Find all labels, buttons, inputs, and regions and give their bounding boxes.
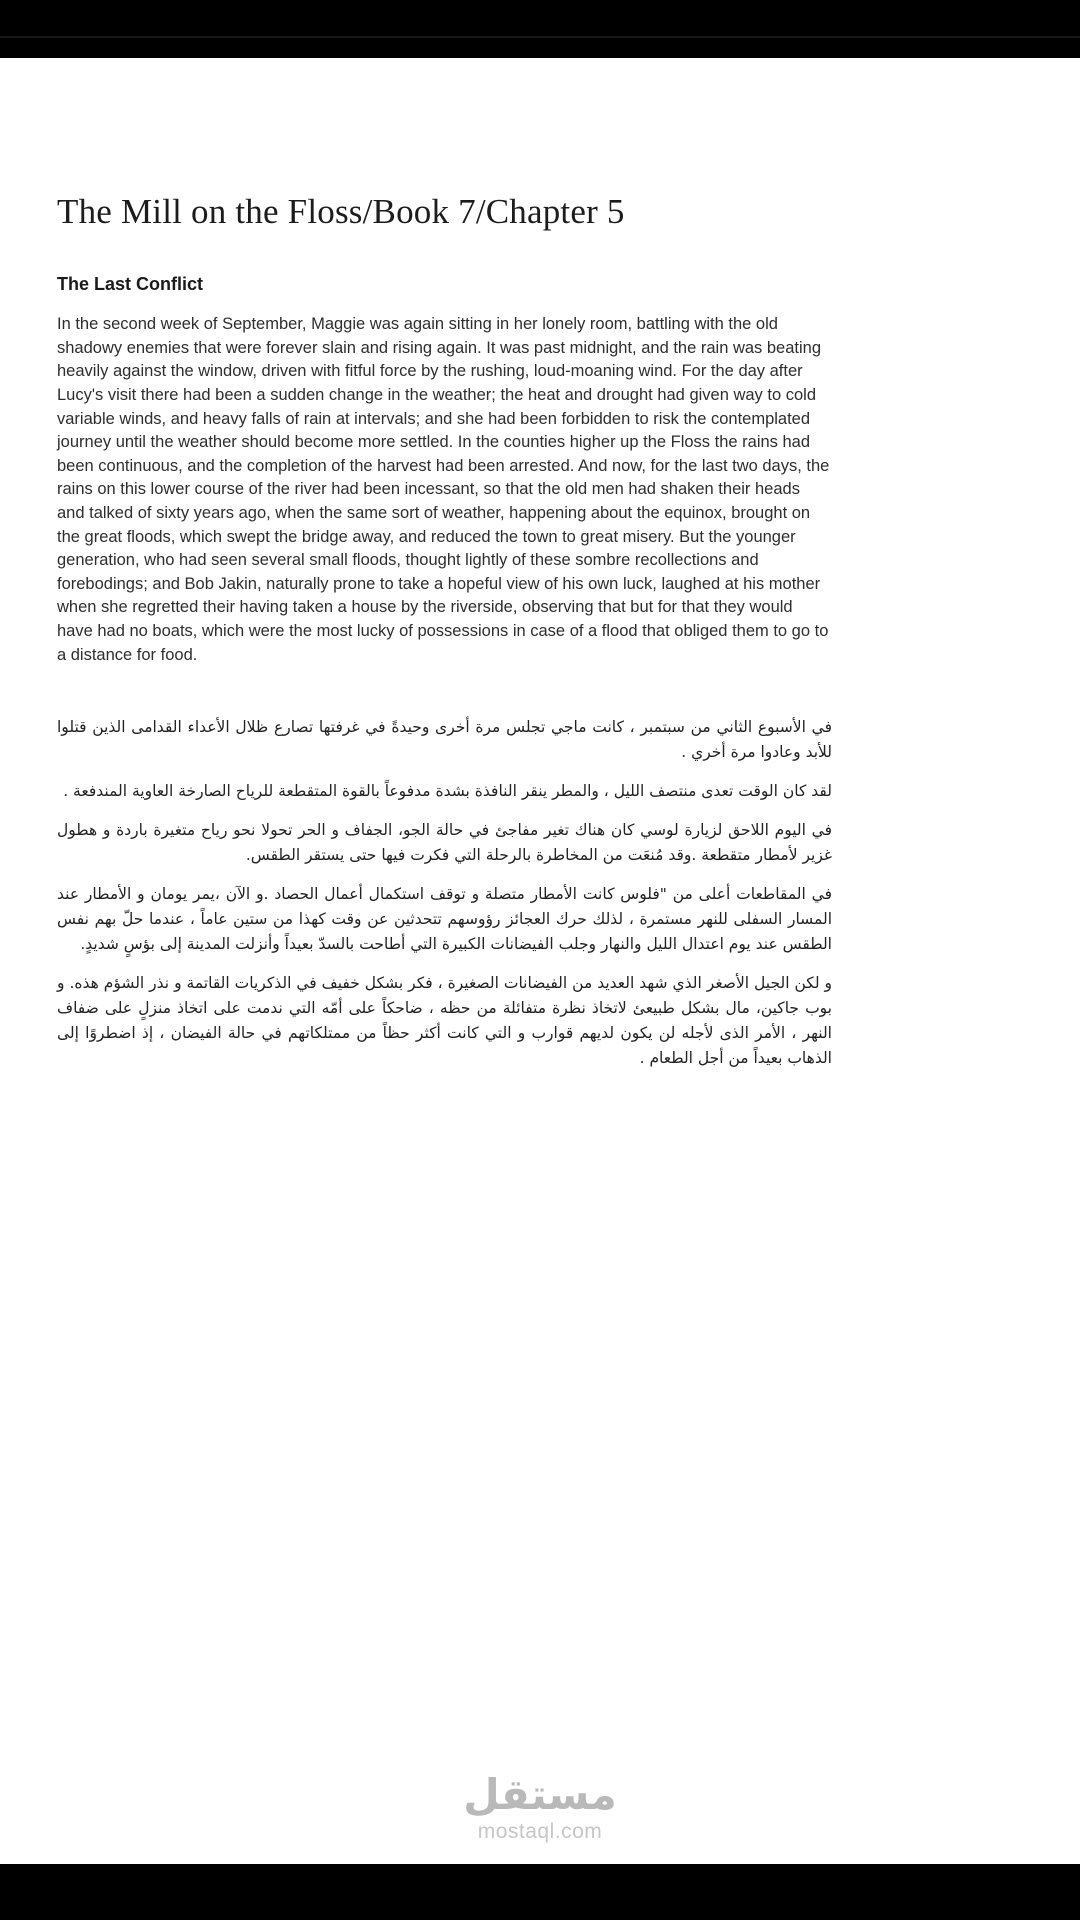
section-heading: The Last Conflict	[57, 274, 204, 295]
top-bar-divider	[0, 36, 1080, 38]
top-bar	[0, 0, 1080, 58]
arabic-paragraph-2: لقد كان الوقت تعدى منتصف الليل ، والمطر ينقر النافذة بشدة مدفوعاً بالقوة المتقطعة للرياح الصارخة العاوية المندفعة .	[63, 782, 832, 801]
watermark	[0, 1769, 1080, 1844]
arabic-translation-section	[57, 715, 832, 1071]
bottom-bar	[0, 1864, 1080, 1920]
arabic-paragraph-3: في اليوم اللاحق لزيارة لوسي كان هناك تغير مفاجئ في حالة الجو، الجفاف و الحر تحولا نحو رياح متغيرة باردة و هطول غزير لأمطار متقطعة .وقد مُنعَت من المخاطرة بالرحلة التي فكرت فيها حتى يستقر الطقس.	[57, 821, 832, 865]
arabic-paragraph-1: في الأسبوع الثاني من سبتمبر ، كانت ماجي تجلس مرة أخرى وحيدةً في غرفتها تصارع ظلال الأعداء القدامى الذين قتلوا للأبد وعادوا مرة أخري .	[57, 718, 832, 762]
document-title: The Mill on the Floss/Book 7/Chapter 5	[57, 192, 625, 231]
document-page	[0, 58, 1080, 1085]
watermark-logo: مستقل	[463, 1769, 617, 1819]
english-paragraph: In the second week of September, Maggie was again sitting in her lonely room, battling with the old shadowy enemies that were forever slain and rising again. It was past midnight, and the rain was beating heavily against the window, driven with fitful force by the rushing, loud-moaning wind. For the day after Lucy's visit there had been a sudden change in the weather; the heat and drought had given way to cold variable winds, and heavy falls of rain at intervals; and she had been forbidden to risk the contemplated journey until the weather should become more settled. In the counties higher up the Floss the rains had been continuous, and the completion of the harvest had been arrested. And now, for the last two days, the rains on this lower course of the river had been incessant, so that the old men had shaken their heads and talked of sixty years ago, when the same sort of weather, happening about the equinox, brought on the great floods, which swept the bridge away, and reduced the town to great misery. But the younger generation, who had seen several small floods, thought lightly of these sombre recollections and forebodings; and Bob Jakin, naturally prone to take a hopeful view of his own luck, laughed at his mother when she regretted their having taken a house by the riverside, observing that but for that they would have had no boats, which were the most lucky of possessions in case of a flood that obliged them to go to a distance for food.	[57, 315, 830, 664]
arabic-paragraph-4: في المقاطعات أعلى من "فلوس كانت الأمطار متصلة و توقف استكمال أعمال الحصاد .و الآن ،يمر يومان و الأمطار عند المسار السفلى للنهر مستمرة ، لذلك حرك العجائز رؤوسهم تتحدثين عن وقت كهذا من ستين عاماً ، عندما حلّ بهم نفس الطقس عند يوم اعتدال الليل والنهار وجلب الفيضانات الكبيرة التي أطاحت بالسدّ بعيداً وأنزلت المدينة إلى بؤسٍ شديدٍ.	[57, 885, 832, 954]
arabic-paragraph-5: و لكن الجيل الأصغر الذي شهد العديد من الفيضانات الصغيرة ، فكر بشكل خفيف في الذكريات القاتمة و نذر الشؤم هذه. و بوب جاكين، مال بشكل طبيعئ لاتخاذ نظرة متفائلة من حظه ، ضاحكاً على أمّه التي ندمت على اتخاذ منزلٍ على ضفاف النهر ، الأمر الذى لأجله لن يكون لديهم قوارب و التي كانت أكثر حظاً من ممتلكاتهم في حالة الفيضان ، إذ اضطروًا إلى الذهاب بعيداً من أجل الطعام .	[57, 974, 832, 1068]
watermark-site: mostaql.com	[477, 1820, 603, 1843]
